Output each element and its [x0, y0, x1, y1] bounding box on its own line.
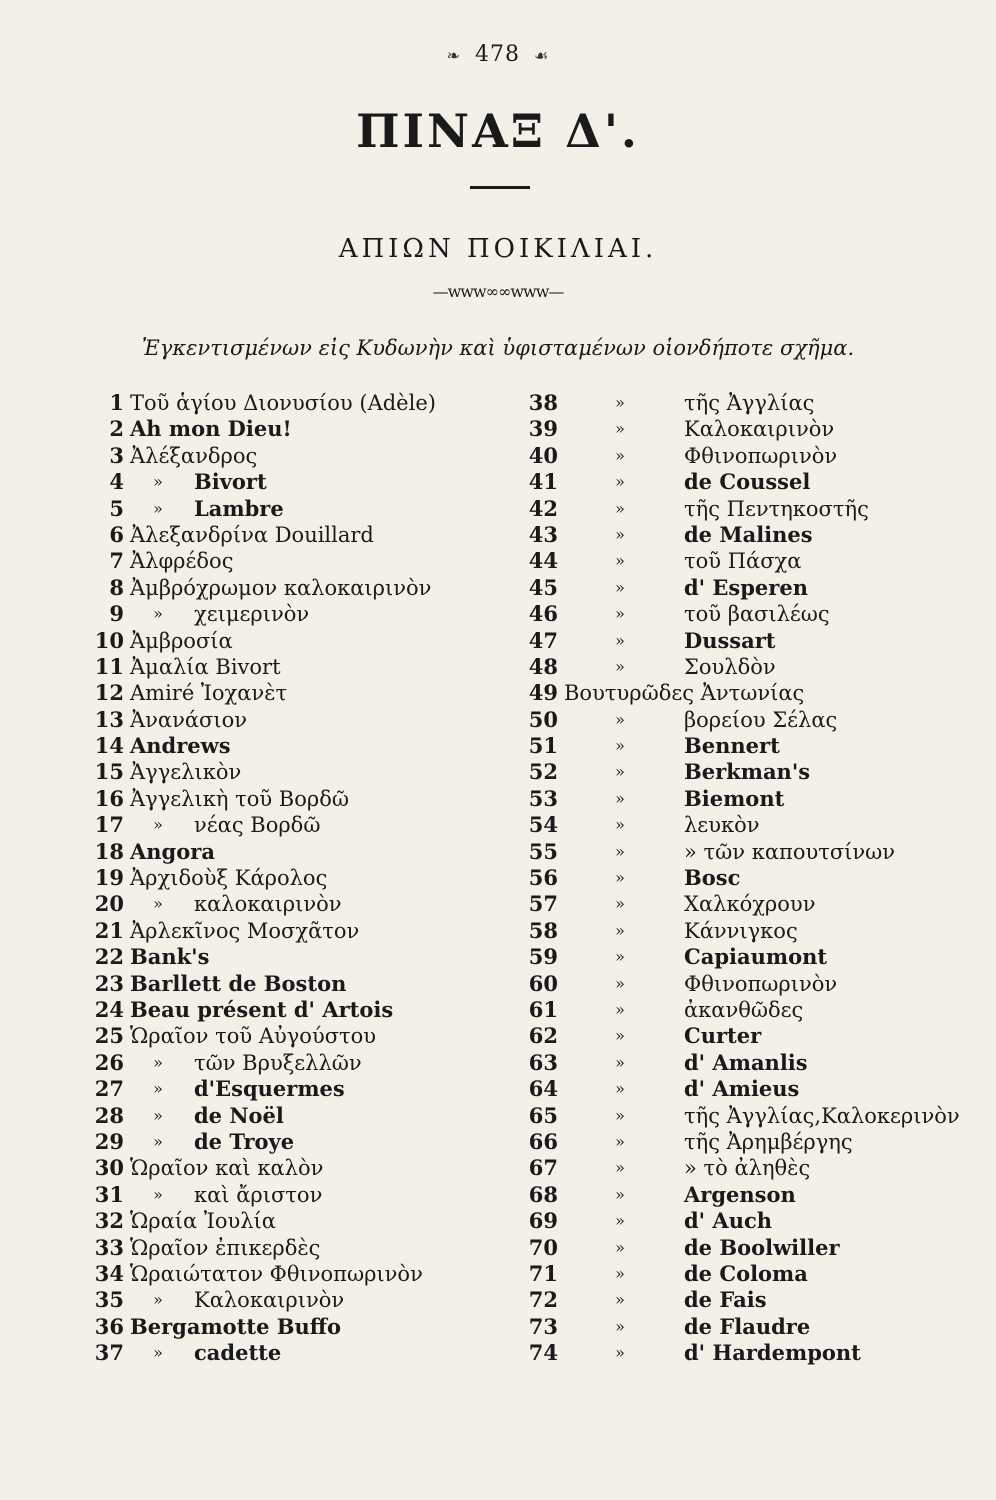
ditto-mark: »: [615, 947, 625, 967]
entry-name: Ἀρχιδοὺξ Κάρολος: [130, 866, 328, 891]
entry-name: τῆς Πεντηκοστῆς: [684, 496, 869, 521]
ditto-mark: »: [615, 1158, 625, 1178]
ditto-mark: »: [615, 445, 625, 465]
list-item: [522, 707, 962, 733]
entry-number: 74: [528, 1340, 558, 1366]
list-item: [522, 839, 962, 865]
entry-number: 13: [94, 706, 124, 732]
list-item: [84, 997, 504, 1023]
list-item: [522, 575, 962, 601]
list-item: [522, 1261, 962, 1287]
entry-number: 32: [94, 1208, 124, 1234]
entry-name: Amiré Ἰοχανὲτ: [130, 681, 288, 706]
list-item: [522, 628, 962, 654]
entry-name: Bosc: [684, 865, 741, 891]
entry-name: Ἀμβρόχρωμον καλοκαιρινὸν: [130, 575, 432, 600]
list-item: [522, 548, 962, 574]
entry-name: βορείου Σέλας: [684, 707, 838, 732]
entry-number: 57: [528, 891, 558, 917]
ditto-mark: »: [615, 999, 625, 1019]
entry-number: 45: [528, 574, 558, 600]
list-item: [84, 1314, 504, 1340]
ditto-mark: »: [615, 604, 625, 624]
entry-name: Biemont: [684, 785, 785, 811]
entry-name: Andrews: [130, 733, 231, 759]
ditto-mark: »: [615, 1237, 625, 1257]
list-item: [84, 707, 504, 733]
entry-name: καὶ ἄριστον: [194, 1182, 323, 1207]
entry-number: 39: [528, 416, 558, 442]
list-item: [84, 839, 504, 865]
ditto-mark: »: [615, 577, 625, 597]
entry-number: 6: [109, 521, 124, 547]
list-item: [522, 416, 962, 442]
ditto-mark: »: [153, 498, 163, 518]
list-item: [84, 918, 504, 944]
entry-name: νέας Βορδῶ: [194, 813, 321, 838]
list-item: [84, 575, 504, 601]
entry-name: de Boolwiller: [684, 1234, 840, 1260]
entry-number: 71: [528, 1260, 558, 1286]
ditto-mark: »: [615, 1079, 625, 1099]
entry-number: 62: [528, 1023, 558, 1049]
entry-name: Berkman's: [684, 759, 811, 785]
entry-name: Ὡραῖον τοῦ Αὐγούστου: [130, 1024, 377, 1049]
right-column: [522, 390, 962, 1366]
list-item: [84, 1287, 504, 1313]
ditto-mark: »: [615, 920, 625, 940]
list-item: [522, 1235, 962, 1261]
entry-name: καλοκαιρινὸν: [194, 892, 342, 917]
title-rule: [470, 186, 530, 189]
entry-name: Φθινοπωρινὸν: [684, 971, 838, 996]
entry-name: τοῦ Πάσχα: [684, 549, 802, 574]
entry-number: 9: [109, 601, 124, 627]
list-item: [84, 733, 504, 759]
entry-name: » τὸ ἀληθὲς: [684, 1156, 811, 1181]
entry-number: 4: [109, 469, 124, 495]
ditto-mark: »: [153, 1105, 163, 1125]
list-item: [522, 971, 962, 997]
entry-number: 42: [528, 495, 558, 521]
entry-name: Ἀγγελικὸν: [130, 760, 242, 785]
entry-name: d' Esperen: [684, 574, 808, 600]
entry-name: Ἀλέξανδρος: [130, 443, 258, 468]
ditto-mark: »: [615, 1026, 625, 1046]
list-item: [522, 680, 962, 706]
entry-number: 53: [528, 785, 558, 811]
list-item: [522, 1182, 962, 1208]
list-item: [84, 759, 504, 785]
entry-number: 58: [528, 917, 558, 943]
entry-number: 27: [94, 1076, 124, 1102]
entry-number: 68: [528, 1181, 558, 1207]
list-item: [522, 1050, 962, 1076]
entry-name: d' Amanlis: [684, 1049, 808, 1075]
entry-name: Ἀλφρέδος: [130, 549, 234, 574]
list-item: [522, 496, 962, 522]
list-item: [84, 390, 504, 416]
entry-number: 36: [94, 1313, 124, 1339]
ditto-mark: »: [615, 419, 625, 439]
table-description: Ἐγκεντισμένων εἰς Κυδωνὴν καὶ ὑφισταμένων οἱονδήποτε σχῆμα.: [141, 336, 855, 360]
list-item: [522, 1340, 962, 1366]
entry-number: 23: [94, 970, 124, 996]
ornament-left-icon: ❧: [446, 46, 462, 65]
entry-name: Βουτυρῶδες Ἀντωνίας: [564, 681, 805, 706]
entry-name: Κάννιγκος: [684, 918, 798, 943]
list-item: [84, 654, 504, 680]
list-item: [522, 522, 962, 548]
entry-number: 70: [528, 1234, 558, 1260]
entry-name: Σουλδὸν: [684, 654, 776, 679]
entry-name: τῆς Ἀρημβέργης: [684, 1129, 853, 1154]
entry-name: Curter: [684, 1023, 762, 1049]
entry-name: Φθινοπωρινὸν: [684, 443, 838, 468]
list-item: [84, 1340, 504, 1366]
entry-number: 52: [528, 759, 558, 785]
list-item: [84, 1129, 504, 1155]
entry-name: d'Esquermes: [194, 1076, 345, 1102]
list-item: [84, 786, 504, 812]
entry-name: d' Hardempont: [684, 1340, 861, 1366]
table-title: ΠΙΝΑΞ Δ'.: [356, 104, 640, 158]
entry-name: Ἀμβροσία: [130, 628, 233, 653]
entry-name: Τοῦ ἁγίου Διονυσίου (Adèle): [130, 391, 436, 415]
entry-name: Lambre: [194, 495, 284, 521]
list-item: [522, 1129, 962, 1155]
entry-name: cadette: [194, 1340, 282, 1366]
list-item: [84, 548, 504, 574]
entry-name: Ἀλεξανδρίνα Douillard: [130, 522, 374, 547]
ditto-mark: »: [615, 1131, 625, 1151]
ditto-mark: »: [615, 524, 625, 544]
ditto-mark: »: [615, 498, 625, 518]
ditto-mark: »: [615, 551, 625, 571]
list-item: [84, 1076, 504, 1102]
list-item: [84, 1261, 504, 1287]
entry-name: Ὡραία Ἰουλία: [130, 1209, 276, 1234]
entry-name: Angora: [130, 838, 215, 864]
list-item: [84, 601, 504, 627]
entry-number: 67: [528, 1155, 558, 1181]
ditto-mark: »: [615, 1211, 625, 1231]
entry-number: 63: [528, 1049, 558, 1075]
entry-number: 2: [109, 416, 124, 442]
entry-number: 47: [528, 627, 558, 653]
list-item: [522, 469, 962, 495]
list-item: [522, 944, 962, 970]
ditto-mark: »: [615, 630, 625, 650]
entry-name: de Fais: [684, 1287, 767, 1313]
entry-number: 61: [528, 996, 558, 1022]
entry-number: 21: [94, 917, 124, 943]
ditto-mark: »: [615, 393, 625, 412]
section-subtitle: ΑΠΙΩΝ ΠΟΙΚΙΛΙΑΙ.: [338, 234, 658, 264]
entry-name: Bank's: [130, 944, 210, 970]
ditto-mark: »: [615, 1263, 625, 1283]
entry-number: 20: [94, 891, 124, 917]
list-item: [84, 891, 504, 917]
list-item: [84, 1208, 504, 1234]
entry-number: 22: [94, 944, 124, 970]
entry-name: λευκὸν: [684, 813, 760, 838]
list-item: [84, 443, 504, 469]
list-item: [522, 654, 962, 680]
list-item: [84, 971, 504, 997]
entry-number: 44: [528, 548, 558, 574]
entry-name: Bennert: [684, 733, 780, 759]
entry-name: τῆς Ἀγγλίας: [684, 391, 815, 415]
list-item: [522, 786, 962, 812]
entry-number: 19: [94, 865, 124, 891]
ditto-mark: »: [615, 656, 625, 676]
ditto-mark: »: [615, 973, 625, 993]
entry-name: τῶν Βρυξελλῶν: [194, 1050, 362, 1075]
ditto-mark: »: [615, 1184, 625, 1204]
list-item: [84, 496, 504, 522]
entry-name: de Coloma: [684, 1260, 808, 1286]
entry-number: 15: [94, 759, 124, 785]
ditto-mark: »: [153, 1343, 163, 1363]
ditto-mark: »: [153, 472, 163, 492]
list-item: [522, 601, 962, 627]
entry-name: de Noël: [194, 1102, 284, 1128]
list-item: [84, 1023, 504, 1049]
entry-name: d' Auch: [684, 1208, 773, 1234]
entry-number: 29: [94, 1128, 124, 1154]
ditto-mark: »: [153, 815, 163, 835]
entry-number: 55: [528, 838, 558, 864]
entry-number: 31: [94, 1181, 124, 1207]
entry-number: 11: [94, 653, 124, 679]
entry-number: 1: [109, 390, 124, 415]
entry-number: 72: [528, 1287, 558, 1313]
entry-number: 18: [94, 838, 124, 864]
list-item: [522, 865, 962, 891]
entry-number: 26: [94, 1049, 124, 1075]
entry-name: Ὡραῖον ἐπικερδὲς: [130, 1235, 321, 1260]
list-item: [522, 1208, 962, 1234]
list-item: [522, 997, 962, 1023]
list-item: [522, 1076, 962, 1102]
ditto-mark: »: [153, 1290, 163, 1310]
entry-number: 54: [528, 812, 558, 838]
ditto-mark: »: [153, 604, 163, 624]
list-item: [522, 1287, 962, 1313]
entry-number: 49: [528, 680, 558, 706]
entry-number: 25: [94, 1023, 124, 1049]
list-item: [522, 733, 962, 759]
entry-number: 48: [528, 653, 558, 679]
entry-name: Capiaumont: [684, 944, 828, 970]
ditto-mark: »: [615, 788, 625, 808]
list-item: [84, 944, 504, 970]
list-item: [84, 628, 504, 654]
ditto-mark: »: [615, 815, 625, 835]
entry-number: 69: [528, 1208, 558, 1234]
list-item: [522, 1103, 962, 1129]
entry-name: de Flaudre: [684, 1313, 811, 1339]
ditto-mark: »: [615, 841, 625, 861]
entry-name: Ἀγγελικὴ τοῦ Βορδῶ: [130, 786, 349, 811]
ditto-mark: »: [153, 894, 163, 914]
entry-name: d' Amieus: [684, 1076, 800, 1102]
entry-number: 8: [109, 574, 124, 600]
entry-number: 7: [109, 548, 124, 574]
entry-name: Καλοκαιρινὸν: [194, 1288, 345, 1313]
entry-number: 33: [94, 1234, 124, 1260]
entry-name: Dussart: [684, 627, 776, 653]
entry-number: 46: [528, 601, 558, 627]
entry-number: 38: [528, 390, 558, 415]
entry-number: 14: [94, 733, 124, 759]
list-item: [522, 390, 962, 416]
entry-number: 56: [528, 865, 558, 891]
list-item: [84, 812, 504, 838]
ditto-mark: »: [615, 1105, 625, 1125]
entry-number: 64: [528, 1076, 558, 1102]
entry-number: 50: [528, 706, 558, 732]
list-item: [522, 891, 962, 917]
entry-name: Ἀνανάσιον: [130, 707, 248, 732]
list-item: [522, 443, 962, 469]
ditto-mark: »: [615, 1052, 625, 1072]
entry-number: 10: [94, 627, 124, 653]
entry-name: Bergamotte Buffo: [130, 1313, 342, 1339]
list-item: [84, 1155, 504, 1181]
entry-name: Ἀμαλία Bivort: [130, 654, 281, 679]
entry-number: 12: [94, 680, 124, 706]
left-column: [84, 390, 504, 1366]
list-item: [84, 865, 504, 891]
page-number-text: 478: [475, 42, 521, 67]
entry-number: 24: [94, 996, 124, 1022]
ornament-right-icon: ☙: [534, 46, 550, 65]
entry-number: 66: [528, 1128, 558, 1154]
entry-name: Beau présent d' Artois: [130, 996, 394, 1022]
entry-number: 41: [528, 469, 558, 495]
list-item: [522, 812, 962, 838]
entry-name: τοῦ βασιλέως: [684, 602, 830, 627]
list-item: [522, 759, 962, 785]
entry-name: de Coussel: [684, 469, 811, 495]
list-item: [84, 1050, 504, 1076]
entry-name: χειμερινὸν: [194, 602, 310, 627]
ornamental-divider: —www∞∞www—: [432, 282, 564, 301]
ditto-mark: »: [615, 762, 625, 782]
entry-name: de Malines: [684, 521, 813, 547]
ditto-mark: »: [615, 1316, 625, 1336]
ditto-mark: »: [615, 472, 625, 492]
list-item: [84, 469, 504, 495]
entry-number: 17: [94, 812, 124, 838]
ditto-mark: »: [153, 1079, 163, 1099]
entry-name: Argenson: [684, 1181, 796, 1207]
entry-name: Ὡραιώτατον Φθινοπωρινὸν: [130, 1261, 423, 1286]
entry-number: 28: [94, 1102, 124, 1128]
entry-name: de Troye: [194, 1128, 295, 1154]
entry-number: 30: [94, 1155, 124, 1181]
list-item: [84, 1182, 504, 1208]
entry-name: Ὡραῖον καὶ καλὸν: [130, 1156, 324, 1181]
ditto-mark: »: [615, 736, 625, 756]
entry-number: 40: [528, 442, 558, 468]
list-item: [84, 416, 504, 442]
entry-name: ἀκανθῶδες: [684, 997, 804, 1022]
entry-number: 34: [94, 1260, 124, 1286]
entry-number: 16: [94, 785, 124, 811]
ditto-mark: »: [615, 1343, 625, 1363]
ditto-mark: »: [153, 1052, 163, 1072]
list-item: [84, 680, 504, 706]
entry-number: 60: [528, 970, 558, 996]
entry-name: Barllett de Boston: [130, 970, 347, 996]
ditto-mark: »: [615, 894, 625, 914]
entry-number: 3: [109, 442, 124, 468]
list-item: [522, 1155, 962, 1181]
list-item: [522, 1023, 962, 1049]
entry-name: Ah mon Dieu!: [130, 416, 292, 442]
list-item: [84, 522, 504, 548]
entry-number: 43: [528, 521, 558, 547]
entry-name: Χαλκόχρουν: [684, 892, 816, 917]
entry-name: Ἀρλεκῖνος Μοσχᾶτον: [130, 918, 360, 943]
ditto-mark: »: [615, 709, 625, 729]
ditto-mark: »: [153, 1184, 163, 1204]
entry-number: 65: [528, 1102, 558, 1128]
entry-number: 35: [94, 1287, 124, 1313]
list-item: [84, 1235, 504, 1261]
list-item: [522, 918, 962, 944]
ditto-mark: »: [153, 1131, 163, 1151]
entry-number: 37: [94, 1340, 124, 1366]
entry-number: 59: [528, 944, 558, 970]
list-item: [84, 1103, 504, 1129]
page-number: [0, 42, 996, 67]
ditto-mark: »: [615, 868, 625, 888]
entry-name: » τῶν καπουτσίνων: [684, 839, 896, 864]
entry-number: 5: [109, 495, 124, 521]
entry-number: 51: [528, 733, 558, 759]
entry-name: Bivort: [194, 469, 267, 495]
ditto-mark: »: [615, 1290, 625, 1310]
entry-name: τῆς Ἀγγλίας,Καλοκερινὸν: [684, 1103, 960, 1128]
entry-name: Καλοκαιρινὸν: [684, 417, 835, 442]
list-item: [522, 1314, 962, 1340]
entry-number: 73: [528, 1313, 558, 1339]
